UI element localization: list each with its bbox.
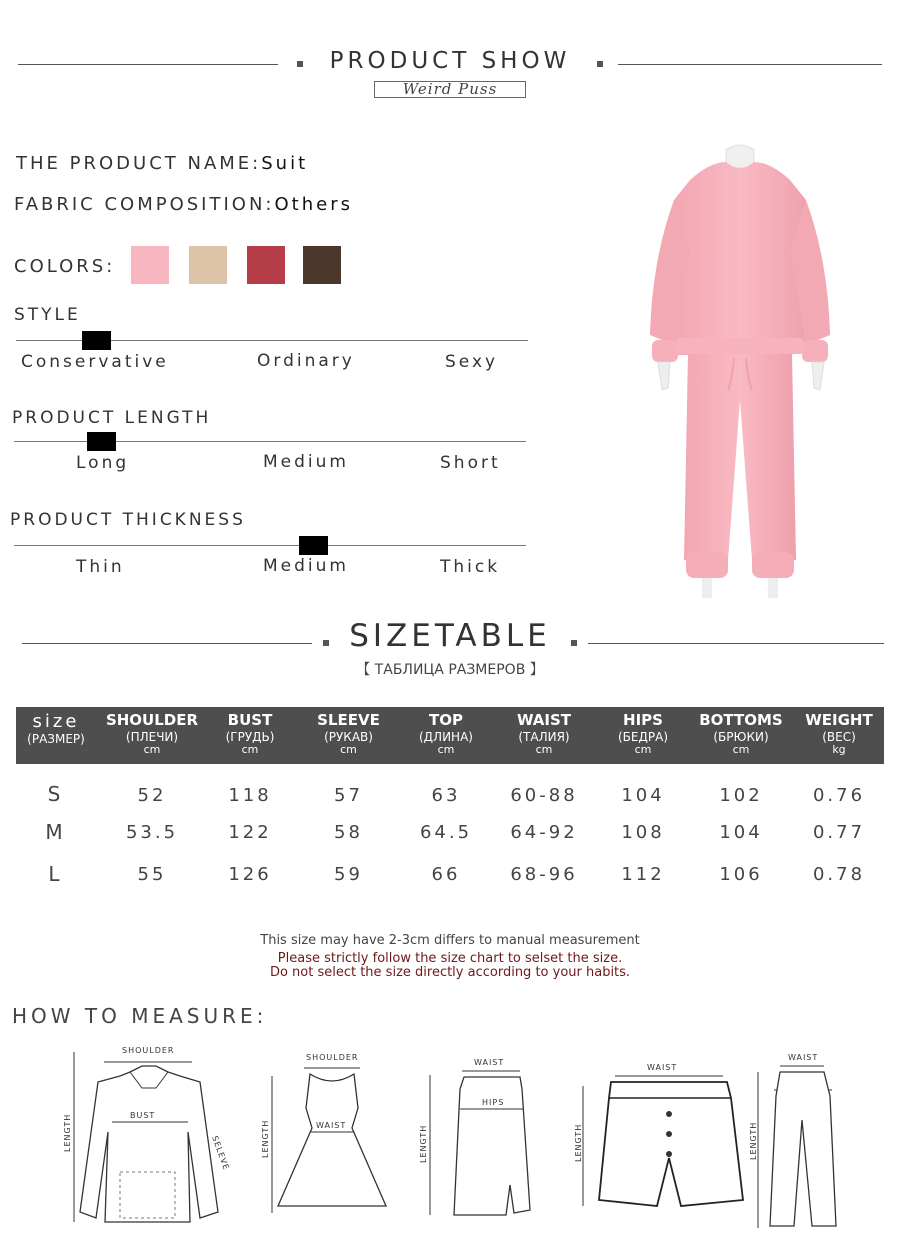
bust-label: BUST [130,1111,156,1120]
column-header-shoulder: SHOULDER (ПЛЕЧИ) cm [105,711,199,756]
cell-m-sleeve: 58 [334,822,363,843]
color-swatch-red[interactable] [247,246,285,284]
size-warning-line-1: Please strictly follow the size chart to selset the size. [277,951,623,966]
cell-s-size: S [47,782,61,806]
product-name [16,153,308,174]
thickness-label-thin: Thin [76,557,125,577]
cell-m-weight: 0.77 [812,822,866,843]
pants-waist-label: WAIST [788,1053,819,1062]
cell-m-bust: 122 [228,822,272,843]
brand-name: Weird Puss [374,81,526,98]
style-label-sexy: Sexy [445,352,499,372]
fabric-composition [14,194,353,215]
style-label-conservative: Conservative [21,352,169,372]
cell-s-weight: 0.76 [812,785,866,806]
color-swatch-brown[interactable] [303,246,341,284]
thickness-label-medium: Medium [263,556,349,576]
thickness-marker [299,536,328,555]
dress-measure-diagram [258,1048,398,1218]
column-header-waist: WAIST (ТАЛИЯ) cm [516,711,572,756]
skirt-measure-diagram [410,1055,540,1225]
cell-l-weight: 0.78 [812,864,866,885]
sizetable-subtitle: 【 ТАБЛИЦА РАЗМЕРОВ 】 [356,662,544,678]
sizetable-rule-right [588,643,884,644]
column-header-weight: WEIGHT (ВЕС) kg [805,711,873,756]
shorts-measure-diagram [575,1058,750,1213]
how-to-measure-title: HOW TO MEASURE: [12,1004,268,1028]
cell-s-waist: 60-88 [510,785,578,806]
cell-m-hips: 108 [621,822,665,843]
colors-label: COLORS: [14,256,116,277]
cell-s-hips: 104 [621,785,665,806]
length-label: LENGTH [63,1113,72,1152]
shorts-length-label: LENGTH [574,1123,583,1162]
page-title: PRODUCT SHOW [329,48,571,74]
dress-length-label: LENGTH [261,1119,270,1158]
skirt-hips-label: HIPS [482,1098,505,1107]
sizetable-title: SIZETABLE [349,618,551,654]
cell-m-top: 64.5 [419,822,473,843]
header-square-right [597,61,603,67]
cell-l-shoulder: 55 [137,864,167,885]
product-name-label: THE PRODUCT NAME: [16,153,262,174]
cell-s-bottoms: 102 [719,785,763,806]
sizetable-square-right [571,640,577,646]
product-photo [630,140,850,610]
thickness-label-thick: Thick [440,557,501,577]
cell-m-size: M [45,820,63,844]
column-header-hips: HIPS (БЕДРА) cm [618,711,668,756]
length-marker [87,432,116,451]
fabric-label: FABRIC COMPOSITION: [14,194,275,215]
sizetable-square-left [323,640,329,646]
style-label-ordinary: Ordinary [257,351,355,371]
pants-length-label: LENGTH [749,1121,758,1160]
length-label-short: Short [440,453,501,473]
thickness-title: PRODUCT THICKNESS [10,510,246,530]
length-label-long: Long [76,453,130,473]
cell-l-bottoms: 106 [719,864,763,885]
column-header-top: TOP (ДЛИНА) cm [419,711,473,756]
cell-m-waist: 64-92 [510,822,578,843]
size-table-header [16,707,884,764]
jacket-measure-diagram [60,1042,235,1232]
cell-l-bust: 126 [228,864,272,885]
color-swatch-pink[interactable] [131,246,169,284]
length-title: PRODUCT LENGTH [12,408,212,428]
sleeve-label: SELEVE [210,1134,231,1172]
cell-m-bottoms: 104 [719,822,763,843]
cell-s-top: 63 [431,785,461,806]
cell-m-shoulder: 53.5 [125,822,179,843]
column-header-bottoms: BOTTOMS (БРЮКИ) cm [699,711,783,756]
sizetable-rule-left [22,643,312,644]
style-title: STYLE [14,305,81,325]
cell-s-bust: 118 [228,785,272,806]
dress-shoulder-label: SHOULDER [306,1053,359,1062]
skirt-length-label: LENGTH [419,1124,428,1163]
header-rule-right [618,64,882,65]
product-name-value: Suit [261,153,309,174]
cell-l-top: 66 [431,864,461,885]
column-header-sleeve: SLEEVE (РУКАВ) cm [317,711,380,756]
cell-s-shoulder: 52 [137,785,167,806]
cell-l-sleeve: 59 [334,864,363,885]
fabric-value: Others [274,194,353,215]
shoulder-label: SHOULDER [122,1046,175,1055]
size-warning-line-2: Do not select the size directly according to your habits. [269,965,631,980]
length-label-medium: Medium [263,452,349,472]
cell-l-size: L [48,862,60,886]
cell-s-sleeve: 57 [334,785,363,806]
style-marker [82,331,111,350]
thickness-scale-line [14,545,526,546]
size-warning [0,952,900,980]
header-rule-left [18,64,278,65]
skirt-waist-label: WAIST [474,1058,505,1067]
shorts-waist-label: WAIST [647,1063,678,1072]
cell-l-waist: 68-96 [510,864,578,885]
pants-measure-diagram [750,1050,850,1235]
column-header-size: size (РАЗМЕР) [27,711,85,746]
cell-l-hips: 112 [621,864,665,885]
column-header-bust: BUST (ГРУДЬ) cm [225,711,275,756]
color-swatch-khaki[interactable] [189,246,227,284]
header-square-left [297,61,303,67]
dress-waist-label: WAIST [316,1121,347,1130]
measurement-note: This size may have 2-3cm differs to manual measurement [260,933,640,948]
